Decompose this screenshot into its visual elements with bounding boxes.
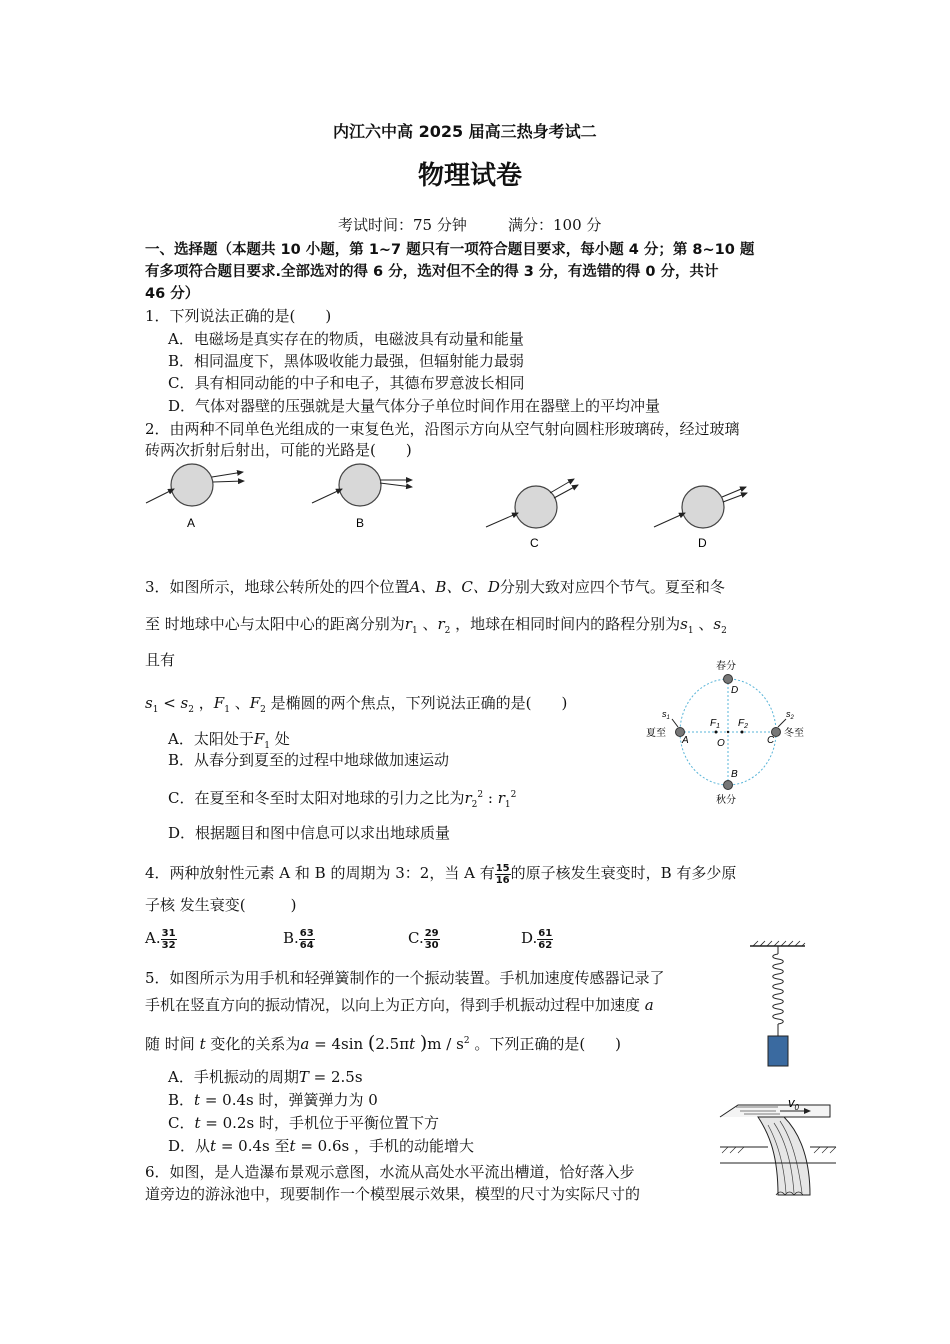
q3-stem-line2: 至 时地球中心与太阳中心的距离分别为$r_1$ 、$r_2$ ，地球在相同时间内的路程分别为$s_1$ 、$s_2$ — [145, 615, 727, 636]
exit-ray-1 — [212, 472, 243, 477]
exit-ray-1 — [722, 487, 746, 497]
exit-ray-2 — [554, 485, 578, 498]
earth-b — [724, 781, 733, 790]
q1-option-c: C．具有相同动能的中子和电子，其德布罗意波长相同 — [168, 374, 525, 392]
label-autumn-equinox: 秋分 — [716, 795, 736, 806]
q1-stem: 1．下列说法正确的是( ) — [145, 307, 332, 325]
page-title: 物理试卷 — [418, 161, 523, 191]
exit-ray-2 — [213, 481, 244, 482]
q1-option-b: B．相同温度下，黑体吸收能力最强，但辐射能力最弱 — [168, 352, 525, 370]
label-c: C — [767, 735, 775, 746]
s1-marker — [672, 719, 678, 727]
school-line: 内江六中高 2025 届高三热身考试二 — [333, 122, 597, 141]
label-b: B — [731, 769, 738, 780]
incident-ray — [486, 513, 518, 527]
q1-option-d: D．气体对器壁的压强就是大量气体分子单位时间作用在器壁上的平均冲量 — [168, 397, 661, 415]
q4-option-a: A. $\frac{31}{32}$ — [145, 927, 176, 951]
q4-option-c: C. $\frac{29}{30}$ — [408, 927, 439, 951]
q5-option-d: D．从t = 0.4s 至t = 0.6s ，手机的动能增大 — [168, 1137, 474, 1155]
section-heading-line3: 46 分） — [145, 286, 200, 302]
exam-time: 考试时间：75 分钟 — [338, 216, 467, 234]
exit-ray-1 — [550, 479, 574, 493]
label-summer-solstice: 夏至 — [646, 728, 666, 739]
glass-cylinder — [682, 486, 724, 528]
q2-label-d: D — [698, 536, 707, 550]
label-o: O — [717, 738, 725, 749]
q6-stem-line1: 6．如图，是人造瀑布景观示意图，水流从高处水平流出槽道，恰好落入步 — [145, 1163, 635, 1181]
q5-option-c: C．t = 0.2s 时，手机位于平衡位置下方 — [168, 1114, 439, 1132]
spring-coil — [773, 954, 784, 1024]
q2-option-d-diagram — [654, 486, 747, 550]
q5-spring-figure — [745, 940, 815, 1070]
label-winter-solstice: 冬至 — [784, 728, 804, 739]
center-o — [727, 731, 729, 733]
q5-option-b: B．t = 0.4s 时，弹簧弹力为 0 — [168, 1091, 378, 1109]
glass-cylinder — [171, 464, 213, 506]
incident-ray — [146, 489, 174, 503]
q2-stem-line2: 砖两次折射后射出，可能的光路是( ) — [145, 441, 412, 459]
q6-waterfall-figure — [718, 1095, 838, 1205]
q2-stem-line1: 2．由两种不同单色光组成的一束复色光，沿图示方向从空气射向圆柱形玻璃砖，经过玻璃 — [145, 420, 740, 438]
label-v0: $v_0$ — [788, 1095, 799, 1112]
q2-option-b-diagram — [312, 464, 412, 530]
q3-stem-line1: 3．如图所示，地球公转所处的四个位置A、B、C、D分别大致对应四个节气。夏至和冬 — [145, 578, 725, 596]
waterfall — [758, 1117, 810, 1195]
label-s1: $s_1$ — [662, 709, 670, 721]
q1-option-a: A．电磁场是真实存在的物质，电磁波具有动量和能量 — [168, 330, 524, 348]
glass-cylinder — [339, 464, 381, 506]
q4-option-b: B. $\frac{63}{64}$ — [283, 927, 314, 951]
s2-marker — [778, 719, 786, 727]
q4-option-d: D. $\frac{61}{62}$ — [521, 927, 553, 951]
q5-stem-line2: 手机在竖直方向的振动情况，以向上为正方向，得到手机振动过程中加速度 a — [145, 996, 654, 1014]
q2-option-c-diagram — [486, 479, 578, 550]
q3-option-a: A．太阳处于$F_1$ 处 — [168, 730, 290, 751]
q4-fraction: $\frac{15}{16}$ — [495, 862, 510, 886]
q2-option-a-diagram — [146, 464, 244, 530]
label-f2: $F_2$ — [738, 718, 749, 730]
q3-option-b: B．从春分到夏至的过程中地球做加速运动 — [168, 751, 450, 769]
focus-f2 — [741, 731, 744, 734]
q2-figure — [140, 455, 760, 555]
focus-f1 — [715, 731, 718, 734]
label-s2: $s_2$ — [786, 709, 794, 721]
earth-d — [724, 675, 733, 684]
label-a: A — [682, 735, 689, 746]
q3-stem-line4: $s_1 < s_2$ ，$F_1$ 、$F_2$ 是椭圆的两个焦点，下列说法正确的是( ) — [145, 694, 568, 715]
label-spring-equinox: 春分 — [716, 661, 736, 672]
section-heading-line1: 一、选择题（本题共 10 小题，第 1~7 题只有一项符合题目要求，每小题 4 分；第 8~10 题 — [145, 242, 755, 258]
q2-label-a: A — [187, 516, 196, 530]
q5-stem-line1: 5．如图所示为用手机和轻弹簧制作的一个振动装置。手机加速度传感器记录了 — [145, 969, 665, 987]
q2-label-b: B — [356, 516, 365, 530]
phone — [768, 1036, 788, 1066]
q6-stem-line2: 道旁边的游泳池中，现要制作一个模型展示效果，模型的尺寸为实际尺寸的 — [145, 1185, 641, 1203]
q3-option-d: D．根据题目和图中信息可以求出地球质量 — [168, 824, 451, 842]
q3-stem-line3: 且有 — [145, 651, 176, 669]
label-d: D — [731, 685, 739, 696]
q2-label-c: C — [530, 536, 539, 550]
q3-option-c: C．在夏至和冬至时太阳对地球的引力之比为$r_2^2$ : $r_1^2$ — [168, 789, 517, 810]
incident-ray — [654, 513, 685, 527]
label-f1: $F_1$ — [710, 718, 721, 730]
q5-option-a: A．手机振动的周期T = 2.5s — [168, 1068, 363, 1086]
section-heading-line2: 有多项符合题目要求.全部选对的得 6 分，选对但不全的得 3 分，有选错的得 0 分，共计 — [145, 264, 719, 280]
q5-stem-line3: 随 时间 t 变化的关系为a = 4sin (2.5πt )$m / s^2$ 。下列正确的是( ) — [145, 1032, 622, 1054]
q4-stem-line1: 4．两种放射性元素 A 和 B 的周期为 3：2，当 A 有 $\frac{15}{16}$ 的原子核发生衰变时，B 有多少原 — [145, 862, 737, 886]
exit-ray-2 — [723, 493, 747, 502]
q3-orbit-figure — [640, 655, 820, 805]
exit-ray-1 — [380, 483, 412, 487]
full-score: 满分：100 分 — [508, 216, 602, 234]
q4-stem-line2: 子核 发生衰变( ) — [145, 896, 297, 914]
incident-ray — [312, 489, 342, 503]
